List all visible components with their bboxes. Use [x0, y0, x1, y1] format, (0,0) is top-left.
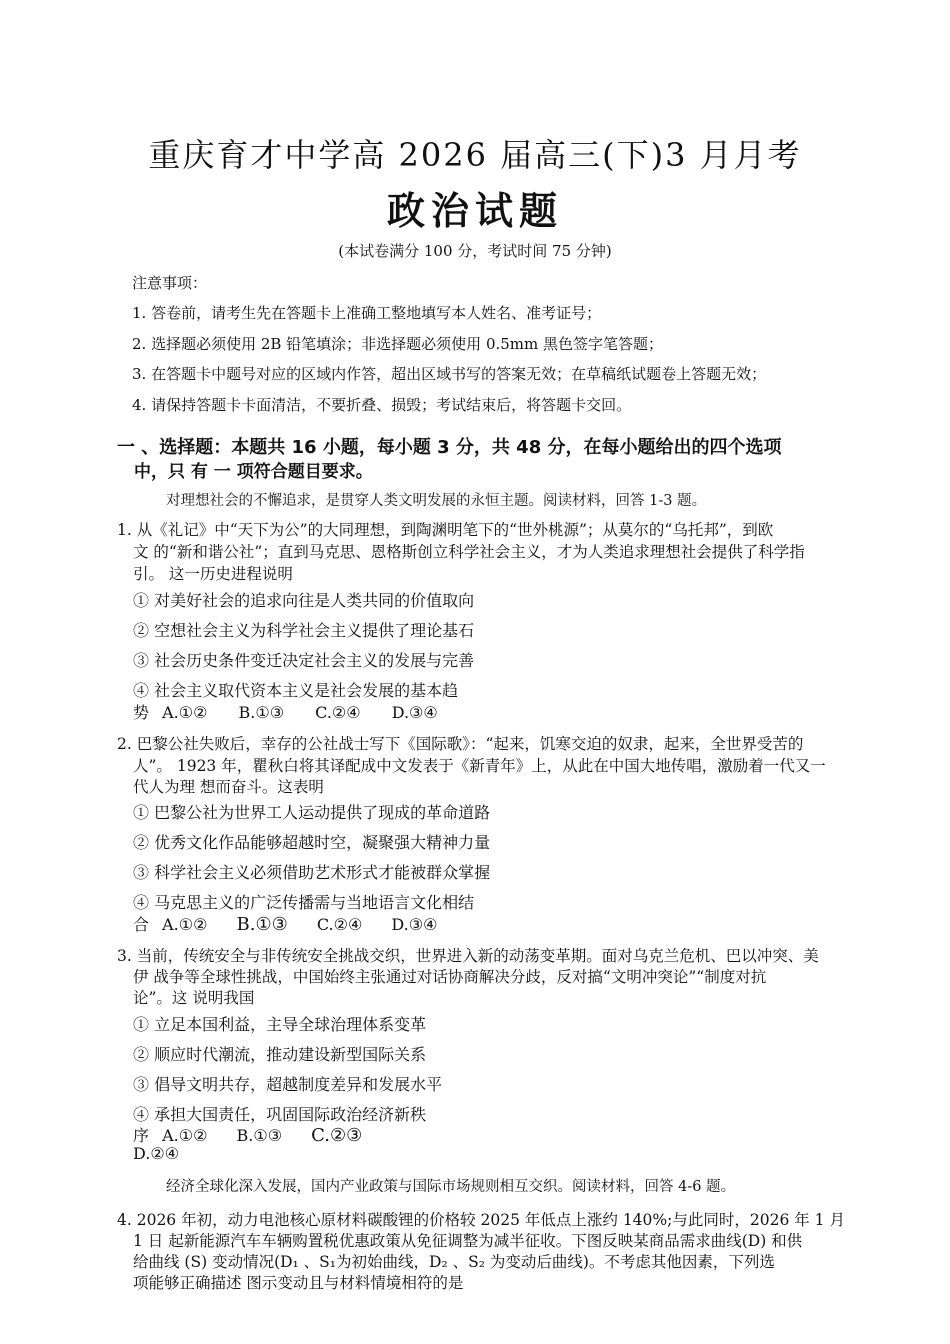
- exam-info: (本试卷满分 100 分，考试时间 75 分钟): [338, 242, 612, 260]
- question-1-option: ② 空想社会主义为科学社会主义提供了理论基石: [133, 621, 475, 640]
- section-heading-cont: 中，只 有 一 项符合题目要求。: [134, 462, 373, 482]
- note-item: 2. 选择题必须使用 2B 铅笔填涂；非选择题必须使用 0.5mm 黑色签字笔答题；: [132, 335, 664, 353]
- choice-b[interactable]: B.①③: [236, 1126, 283, 1145]
- choice-c[interactable]: C.②③: [311, 1125, 363, 1146]
- notes-label: 注意事项：: [132, 274, 208, 292]
- question-2-stem: 代人为理 想而奋斗。这表明: [133, 778, 324, 796]
- question-1-option: ③ 社会历史条件变迁决定社会主义的发展与完善: [133, 651, 475, 670]
- choice-c[interactable]: C.②④: [316, 915, 363, 934]
- choice-c[interactable]: C.②④: [315, 703, 361, 722]
- note-item: 1. 答卷前，请考生先在答题卡上准确工整地填写本人姓名、准考证号；: [132, 304, 602, 322]
- question-3-stem: 3. 当前，传统安全与非传统安全挑战交织，世界进入新的动荡变革期。面对乌克兰危机、巴以冲突、美: [117, 947, 819, 965]
- section-heading: 一 、选择题：本题共 16 小题，每小题 3 分，共 48 分，在每小题给出的四个选项: [117, 437, 782, 458]
- question-1-stem: 1. 从《礼记》中“天下为公”的大同理想，到陶渊明笔下的“世外桃源”；从莫尔的“乌托邦”，到欧: [117, 521, 774, 539]
- material-intro: 对理想社会的不懈追求，是贯穿人类文明发展的永恒主题。阅读材料，回答 1-3 题。: [166, 493, 707, 509]
- choice-d[interactable]: D.③④: [391, 915, 438, 934]
- question-2-option: ② 优秀文化作品能够超越时空，凝聚强大精神力量: [133, 833, 491, 852]
- choice-d[interactable]: D.②④: [133, 1144, 180, 1163]
- question-3-option: ④ 承担大国责任，巩固国际政治经济新秩: [133, 1105, 427, 1124]
- question-3-stem: 伊 战争等全球性挑战，中国始终主张通过对话协商解决分歧，反对搞“文明冲突论”“制度对抗: [133, 968, 767, 986]
- question-3-option: ③ 倡导文明共存，超越制度差异和发展水平: [133, 1075, 443, 1094]
- choice-d[interactable]: D.③④: [391, 703, 438, 722]
- choice-a[interactable]: A.①②: [162, 915, 208, 934]
- choice-b[interactable]: B.①③: [236, 914, 288, 935]
- exam-title: 重庆育才中学高 2026 届高三(下)3 月月考: [148, 136, 802, 174]
- choice-b[interactable]: B.①③: [238, 703, 285, 722]
- question-1-choices: 势 A.①② B.①③ C.②④ D.③④: [133, 703, 438, 722]
- question-1-option: ④ 社会主义取代资本主义是社会发展的基本趋: [133, 681, 459, 700]
- question-1-option: ① 对美好社会的追求向往是人类共同的价值取向: [133, 591, 475, 610]
- question-1-stem: 引。 这一历史进程说明: [133, 565, 293, 583]
- question-4-stem: 给曲线 (S) 变动情况(D₁ 、S₁为初始曲线，D₂ 、S₂ 为变动后曲线)。不考虑其他因素，下列选: [133, 1253, 775, 1271]
- choice-a[interactable]: A.①②: [162, 1126, 208, 1145]
- question-4-stem: 4. 2026 年初，动力电池核心原材料碳酸锂的价格较 2025 年低点上涨约 140%;与此同时，2026 年 1 月: [117, 1211, 845, 1229]
- material-intro: 经济全球化深入发展，国内产业政策与国际市场规则相互交织。阅读材料，回答 4-6 题。: [166, 1179, 736, 1195]
- question-2-option: ③ 科学社会主义必须借助艺术形式才能被群众掌握: [133, 863, 491, 882]
- question-2-stem: 2. 巴黎公社失败后，幸存的公社战士写下《国际歌》：“起来，饥寒交迫的奴隶，起来，全世界受苦的: [117, 735, 804, 753]
- question-3-choices: 序 A.①② B.①③ C.②③: [133, 1125, 363, 1146]
- subject-title: 政治试题: [386, 189, 563, 233]
- question-2-option: ④ 马克思主义的广泛传播需与当地语言文化相结: [133, 893, 475, 912]
- question-2-option: ① 巴黎公社为世界工人运动提供了现成的革命道路: [133, 803, 491, 822]
- note-item: 4. 请保持答题卡卡面清洁，不要折叠、损毁；考试结束后，将答题卡交回。: [132, 396, 632, 414]
- choice-a[interactable]: A.①②: [162, 703, 208, 722]
- question-4-stem: 1 日 起新能源汽车车辆购置税优惠政策从免征调整为减半征收。下图反映某商品需求曲线(D) 和供: [133, 1232, 803, 1250]
- question-4-stem: 项能够正确描述 图示变动且与材料情境相符的是: [133, 1274, 464, 1292]
- note-item: 3. 在答题卡中题号对应的区域内作答，超出区域书写的答案无效；在草稿纸试题卷上答题无效；: [132, 365, 767, 383]
- question-2-stem: 人”。 1923 年，瞿秋白将其译配成中文发表于《新青年》上，从此在中国大地传唱，激励着一代又一: [133, 757, 826, 775]
- question-2-choices: 合 A.①② B.①③ C.②④ D.③④: [133, 914, 438, 935]
- question-3-stem: 论”。这 说明我国: [133, 989, 255, 1007]
- question-3-option: ① 立足本国利益，主导全球治理体系变革: [133, 1015, 427, 1034]
- question-1-stem: 文 的“新和谐公社”；直到马克思、恩格斯创立科学社会主义，才为人类追求理想社会提供了科学指: [133, 543, 805, 561]
- question-3-option: ② 顺应时代潮流，推动建设新型国际关系: [133, 1045, 427, 1064]
